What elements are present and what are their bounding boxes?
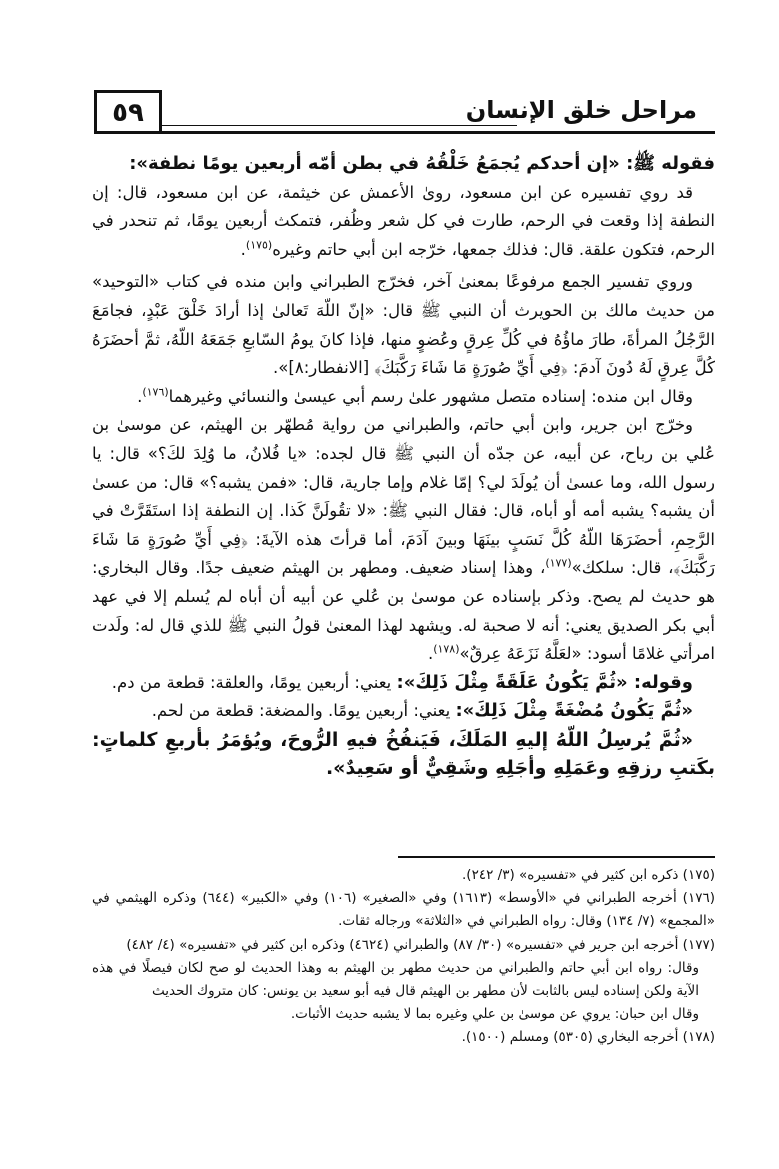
paragraph-angel: «ثُمَّ يُرسِلُ اللّهُ إليهِ المَلَكَ، فَيَنفُخُ فيهِ الرُّوحَ، ويُؤمَرُ بأربعِ كلماتٍ: بكَتبِ رزقِهِ وعَمَلِهِ وأجَلِهِ وشَقِيٌّ أو سَعِيدٌ». — [92, 728, 715, 780]
footnote-ref: (١٧٥) — [245, 238, 273, 252]
paragraph-heading-hadith: فقوله ﷺ: «إن أحدكم يُجمَعُ خَلْقُهُ في بطن أمّه أربعين يومًا نطفة»: — [129, 153, 715, 174]
text: وقال ابن منده: إسناده متصل مشهور علىٰ رسم أبي عيسىٰ والنسائي وغيرهما — [168, 386, 693, 406]
text: قد روي تفسيره عن ابن مسعود، روىٰ الأعمش عن خيثمة، عن ابن مسعود، قال: إن النطفة إذا وقعت في الرحم، طارت في كل شعر وظُفر، فتمكث أربعين يومًا، ثم تنحدر في الرحم، فتكون علقة. قال: فذلك جمعها، خرّجه ابن أبي حاتم وغيره — [92, 182, 715, 259]
paragraph-mudghah — [92, 697, 715, 726]
quote: وقوله: «ثُمَّ يَكُونُ عَلَقَةً مِثْلَ ذَلِكَ»: — [396, 671, 693, 693]
footnote-176: (١٧٦) أخرجه الطبراني في «الأوسط» (١٦١٣) وفي «الصغير» (١٠٦) وفي «الكبير» (٦٤٤) وذكره الهيثمي في «المجمع» (٧/ ١٣٤) وقال: رواه الطبراني في «الثلاثة» ورجاله ثقات. — [92, 890, 715, 930]
main-text — [92, 150, 715, 783]
page-number: ٥٩ — [112, 98, 144, 128]
text-tail: ، وهذا إسناد ضعيف. ومطهر بن الهيثم ضعيف جدًا. وقال البخاري: هو حديث لم يصح. وذكر بإسناده عن موسىٰ بن عُلي عن أبيه أن أباه لم يُسلم إلا في عهد أبي بكر الصديق يعني: أنه لا صحبة له. ويشهد لهذا المعنىٰ قولُ النبي ﷺ للذي قال له: ولَدت امرأتي غلامًا أسود: «لعَلَّهُ نَزَعَهُ عِرقٌ» — [92, 558, 715, 664]
footnotes — [92, 864, 715, 1050]
paragraph-tabarani: وروي تفسير الجمع مرفوعًا بمعنىٰ آخر، فخرّج الطبراني وابن منده في كتاب «التوحيد» من حديث مالك بن الحويرث أن النبي ﷺ قال: «إنّ اللّهَ تَعالىٰ إذا أرادَ خَلْقَ عَبْدٍ، فجامَعَ الرَّجُلُ المرأةَ، طارَ ماؤُهُ في كُلِّ عِرقٍ وعُضوٍ منها، فإذا كانَ يومُ السّابعِ جَمَعَهُ اللّهُ، ثمَّ أحضَرَهُ كُلَّ عِرقٍ لَهُ دُونَ آدمَ: ﴿فِي أَيِّ صُورَةٍ مَا شَاءَ رَكَّبَكَ﴾ [الانفطار:٨]». — [92, 272, 715, 378]
footnote-ref: (١٧٨) — [433, 642, 460, 656]
paragraph-ibn-jarir: وخرّج ابن جرير، وابن أبي حاتم، والطبراني من رواية مُطهّر بن الهيثم، عن موسىٰ بن عُلي بن رباح، عن أبيه، عن جدّه أن النبي ﷺ قال لجده: «يا فُلانُ، ما وُلِدَ لكَ؟» قال: يا رسول الله، وما عسىٰ أن يُولَدَ لي؟ إمّا غلام وإما جارية، قال: «فمن يشبه؟» قال: من عسىٰ أن يشبه؟ يشبه أمه أو أباه، قال: فقال النبي ﷺ: «لا تقُولَنَّ كَذا. إن النطفة إذا استَقَرَّتْ في الرَّحِمِ، أحضَرَهَا اللّهُ كُلَّ نَسَبٍ بينَهَا وبينَ آدَمَ، أما قرأتَ هذه الآيةَ: ﴿فِي أَيِّ صُورَةٍ مَا شَاءَ رَكَّبَكَ﴾، قال: سلكك»$^{(١٧٧)}$، وهذا إسناد ضعيف. ومطهر بن الهيثم ضعيف جدًا. وقال البخاري: هو حديث لم يصح. وذكر بإسناده عن موسىٰ بن عُلي عن أبيه أن أباه لم يُسلم إلا في عهد أبي بكر الصديق يعني: أنه لا صحبة له. ويشهد لهذا المعنىٰ قولُ النبي ﷺ للذي قال له: ولَدت امرأتي غلامًا أسود: «لعَلَّهُ نَزَعَهُ عِرقٌ»$^{(١٧٨)}$. — [92, 415, 715, 664]
footnote-175: (١٧٥) ذكره ابن كثير في «تفسيره» (٣/ ٢٤٢). — [462, 867, 715, 883]
footnote-178: (١٧٨) أخرجه البخاري (٥٣٠٥) ومسلم (١٥٠٠). — [461, 1029, 715, 1046]
header-rule — [94, 131, 715, 134]
paragraph-ibn-mandah: وقال ابن منده: إسناده متصل مشهور علىٰ رسم أبي عيسىٰ والنسائي وغيرهما$^{(١٧٦)}$. — [137, 385, 693, 406]
text: يعني: أربعين يومًا. والمضغة: قطعة من لحم. — [151, 701, 456, 721]
paragraph-ibn-masud: قد روي تفسيره عن ابن مسعود، روىٰ الأعمش عن خيثمة، عن ابن مسعود، قال: إن النطفة إذا وقعت في الرحم، طارت في كل شعر وظُفر، فتمكث أربعين يومًا، ثم تنحدر في الرحم، فتكون علقة. قال: فذلك جمعها، خرّجه ابن أبي حاتم وغيره$^{(١٧٥)}$. — [92, 182, 715, 259]
footnote-ref: (١٧٧) — [545, 556, 572, 570]
footnote-177-ibn-hibban: وقال ابن حبان: يروي عن موسىٰ بن علي وغيره بما لا يشبه حديث الأثبات. — [290, 1006, 699, 1023]
footnote-177: (١٧٧) أخرجه ابن جرير في «تفسيره» (٣٠/ ٨٧) والطبراني (٤٦٢٤) وذكره ابن كثير في «تفسيره» (٤/ ٤٨٢) — [126, 936, 715, 953]
footnote-177-continued: وقال: رواه ابن أبي حاتم والطبراني من حديث مطهر بن الهيثم به وهذا الحديث لو صح لكان فيصلًا في هذه الآية ولكن إسناده ليس بالثابت لأن مطهر بن الهيثم قال فيه أبو سعيد بن يونس: كان متروك الحديث — [92, 959, 699, 1000]
running-title: مراحل خلق الإنسان — [465, 96, 697, 124]
quote: «ثُمَّ يَكُونُ مُضْغَةً مِثْلَ ذَلِكَ»: — [455, 700, 693, 722]
page-number-box — [94, 90, 162, 134]
text: يعني: أربعين يومًا، والعلقة: قطعة من دم. — [111, 672, 397, 692]
header-thin-rule — [162, 125, 517, 126]
text: وخرّج ابن جرير، وابن أبي حاتم، والطبراني من رواية مُطهّر بن الهيثم، عن موسىٰ بن عُلي بن رباح، عن أبيه، عن جدّه أن النبي ﷺ قال لجده: «يا فُلانُ، ما وُلِدَ لكَ؟» قال: يا رسول الله، وما عسىٰ أن يُولَدَ لي؟ إمّا غلام وإما جارية، قال: «فمن يشبه؟» قال: من عسىٰ أن يشبه؟ يشبه أمه أو أباه، قال: فقال النبي ﷺ: «لا تقُولَنَّ كَذا. إن النطفة إذا استَقَرَّتْ في الرَّحِمِ، أحضَرَهَا اللّهُ كُلَّ نَسَبٍ بينَهَا وبينَ آدَمَ، أما قرأتَ هذه الآيةَ: ﴿فِي أَيِّ صُورَةٍ مَا شَاءَ رَكَّبَكَ﴾، قال: سلكك» — [92, 415, 715, 578]
footnote-rule — [398, 856, 715, 858]
paragraph-alaqah — [92, 669, 715, 698]
footnote-ref: (١٧٦) — [142, 385, 169, 399]
